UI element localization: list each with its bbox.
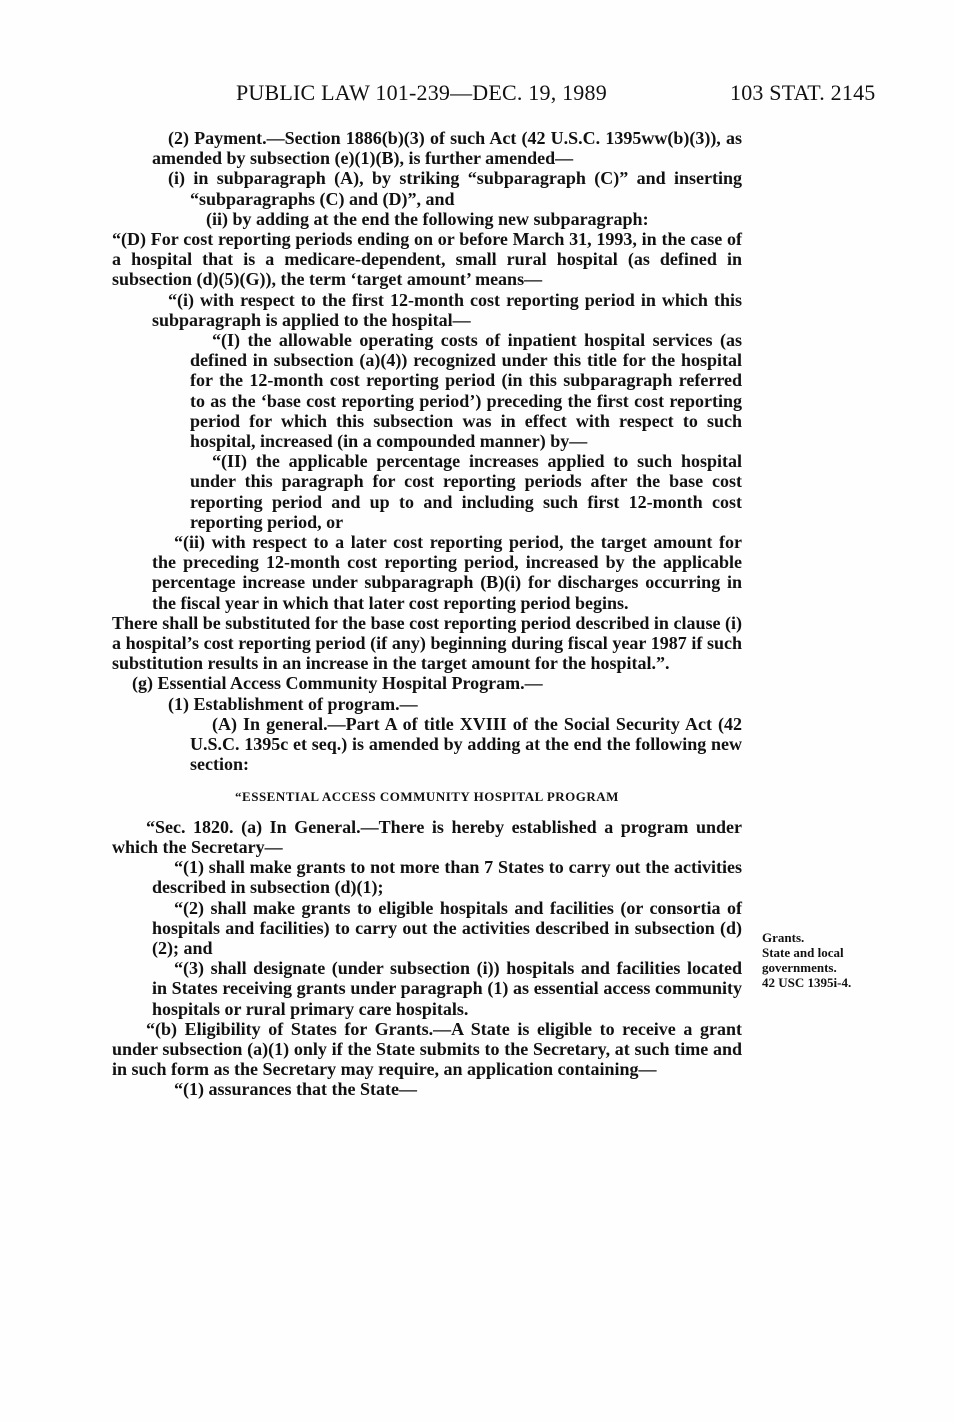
paragraph: “(II) the applicable percentage increases applied to such hospital under this paragraph for cost reporting periods after the base cost reporting period and up to and including such first 12-month cost reporting period, or	[190, 451, 742, 532]
law-citation: PUBLIC LAW 101-239—DEC. 19, 1989	[236, 80, 607, 105]
paragraph: “(b) Eligibility of States for Grants.—A State is eligible to receive a grant under subsection (a)(1) only if the State submits to the Secretary, at such time and in such form as the Secretary may require, an application containing—	[112, 1018, 742, 1080]
paragraph: “(1) shall make grants to not more than 7 States to carry out the activities described in subsection (d)(1);	[152, 857, 742, 898]
margin-notes	[762, 930, 942, 990]
section-heading: (g) Essential Access Community Hospital Program.—	[132, 673, 543, 694]
paragraph: “(2) shall make grants to eligible hospitals and facilities (or consortia of hospitals and facilities) to carry out the activities described in subsection (d)(2); and	[152, 897, 742, 958]
margin-note: State and local governments.	[762, 945, 844, 975]
paragraph: There shall be substituted for the base cost reporting period described in clause (i) a hospital’s cost reporting period (if any) beginning during fiscal year 1987 if such substitution results in an increase in the target amount for the hospital.”.	[112, 612, 742, 674]
margin-note: Grants.	[762, 930, 805, 945]
paragraph: “(i) with respect to the first 12-month cost reporting period in which this subparagraph is applied to the hospital—	[152, 289, 742, 330]
paragraph: (A) In general.—Part A of title XVIII of the Social Security Act (42 U.S.C. 1395c et seq.) is amended by adding at the end the following new section:	[190, 713, 742, 775]
paragraph: “(ii) with respect to a later cost reporting period, the target amount for the preceding 12-month cost reporting period, increased by the applicable percentage increase under subparagraph (B)(i) for discharges occurring in the fiscal year in which that later cost reporting period begins.	[152, 532, 742, 613]
paragraph: “(1) assurances that the State—	[174, 1079, 417, 1100]
paragraph: “(D) For cost reporting periods ending on or before March 31, 1993, in the case of a hospital that is a medicare-dependent, small rural hospital (as defined in subsection (d)(5)(G)), the term ‘target amount’ means—	[112, 229, 742, 290]
paragraph: (ii) by adding at the end the following new subparagraph:	[206, 208, 649, 229]
page-header	[0, 80, 954, 110]
margin-note: 42 USC 1395i-4.	[762, 975, 852, 990]
paragraph: “Sec. 1820. (a) In General.—There is hereby established a program under which the Secretary—	[112, 816, 742, 857]
stat-citation: 103 STAT. 2145	[730, 80, 876, 105]
section-title: “ESSENTIAL ACCESS COMMUNITY HOSPITAL PROGRAM	[235, 788, 619, 804]
subsection-heading: (1) Establishment of program.—	[168, 693, 418, 714]
body-text	[112, 128, 742, 1100]
paragraph: (i) in subparagraph (A), by striking “subparagraph (C)” and inserting “subparagraphs (C) and (D)”, and	[168, 168, 742, 209]
paragraph: “(3) shall designate (under subsection (i)) hospitals and facilities located in States receiving grants under paragraph (1) as essential access community hospitals or rural primary care hospitals.	[152, 958, 742, 1019]
paragraph: (2) Payment.—Section 1886(b)(3) of such Act (42 U.S.C. 1395ww(b)(3)), as amended by subsection (e)(1)(B), is further amended—	[152, 128, 742, 169]
paragraph: “(I) the allowable operating costs of inpatient hospital services (as defined in subsection (a)(4)) recognized under this title for the hospital for the 12-month cost reporting period (in this subparagraph referred to as the ‘base cost reporting period’) preceding the first cost reporting period for which this subsection was in effect with respect to such hospital, increased (in a compounded manner) by—	[190, 330, 742, 452]
